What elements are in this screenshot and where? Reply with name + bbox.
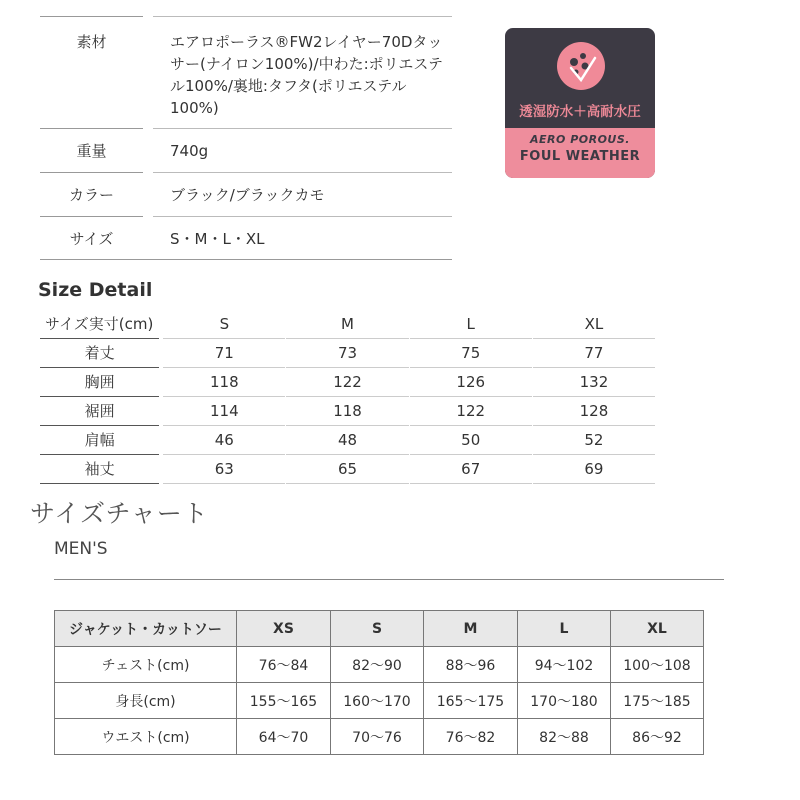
table-row [40,368,656,397]
aero-porous-badge [505,28,655,178]
table-cell: 63 [163,455,285,484]
table-cell: 76〜82 [424,719,518,755]
table-cell: 64〜70 [237,719,331,755]
table-row [55,719,704,755]
table-cell: 94〜102 [518,647,611,683]
table-cell: 86〜92 [611,719,704,755]
table-cell: 65 [286,455,408,484]
table-header-cell: XS [237,611,331,647]
table-cell: 126 [410,368,532,397]
spec-row-weight [40,128,452,172]
table-cell: 71 [163,339,285,368]
spec-value: エアロポーラス®FW2レイヤー70Dタッサー(ナイロン100%)/中わた:ポリエステル100%/裏地:タフタ(ポリエステル100%) [153,16,452,128]
table-cell: 73 [286,339,408,368]
table-cell: 160〜170 [331,683,424,719]
table-header-row [40,310,656,339]
size-detail-title: Size Detail [38,279,153,301]
spec-row-material [40,16,452,128]
table-cell: 69 [533,455,655,484]
table-cell: 165〜175 [424,683,518,719]
table-cell: 52 [533,426,655,455]
table-cell: 75 [410,339,532,368]
table-cell: 175〜185 [611,683,704,719]
table-row [40,339,656,368]
table-row [55,683,704,719]
table-cell: 122 [286,368,408,397]
table-cell: 155〜165 [237,683,331,719]
table-cell: 88〜96 [424,647,518,683]
table-cell: 46 [163,426,285,455]
table-cell: 70〜76 [331,719,424,755]
table-header-cell: S [331,611,424,647]
badge-sub: FOUL WEATHER [519,149,641,164]
spec-label: カラー [40,172,143,216]
table-cell: 100〜108 [611,647,704,683]
size-detail-table [40,310,656,484]
table-cell: 114 [163,397,285,426]
table-header-cell: XL [533,310,655,339]
table-cell: チェスト(cm) [55,647,237,683]
water-drops-check-icon [557,42,605,90]
table-header-cell: L [518,611,611,647]
table-header-cell: XL [611,611,704,647]
table-cell: 82〜88 [518,719,611,755]
table-cell: 48 [286,426,408,455]
spec-label: サイズ [40,216,143,259]
table-row [40,426,656,455]
spec-row-color [40,172,452,216]
table-cell: ウエスト(cm) [55,719,237,755]
table-row [55,647,704,683]
table-header-row [55,611,704,647]
size-chart-subtitle: MEN'S [54,539,108,559]
table-cell: 132 [533,368,655,397]
spec-value: S・M・L・XL [153,216,452,259]
table-header-cell: M [424,611,518,647]
table-header-cell: ジャケット・カットソー [55,611,237,647]
spec-table [40,16,452,260]
divider [54,579,724,580]
table-cell: 袖丈 [40,455,159,484]
table-cell: 着丈 [40,339,159,368]
badge-brand: AERO POROUS. [530,133,630,146]
badge-tagline: 透湿防水＋高耐水圧 [519,104,641,120]
size-chart-title: サイズチャート [30,499,209,528]
spec-label: 重量 [40,128,143,172]
table-cell: 128 [533,397,655,426]
table-row [40,455,656,484]
table-header-cell: サイズ実寸(cm) [40,310,159,339]
table-cell: 胸囲 [40,368,159,397]
table-cell: 67 [410,455,532,484]
spec-label: 素材 [40,16,143,128]
table-cell: 118 [286,397,408,426]
table-cell: 118 [163,368,285,397]
table-cell: 50 [410,426,532,455]
table-cell: 122 [410,397,532,426]
badge-bottom [505,128,655,178]
table-cell: 76〜84 [237,647,331,683]
size-chart-table [54,610,704,755]
table-cell: 170〜180 [518,683,611,719]
table-cell: 裾囲 [40,397,159,426]
spec-value: 740g [153,128,452,172]
table-cell: 77 [533,339,655,368]
table-cell: 82〜90 [331,647,424,683]
table-cell: 身長(cm) [55,683,237,719]
table-cell: 肩幅 [40,426,159,455]
table-header-cell: L [410,310,532,339]
table-row [40,397,656,426]
spec-value: ブラック/ブラックカモ [153,172,452,216]
spec-row-size [40,216,452,260]
table-header-cell: S [163,310,285,339]
table-header-cell: M [286,310,408,339]
